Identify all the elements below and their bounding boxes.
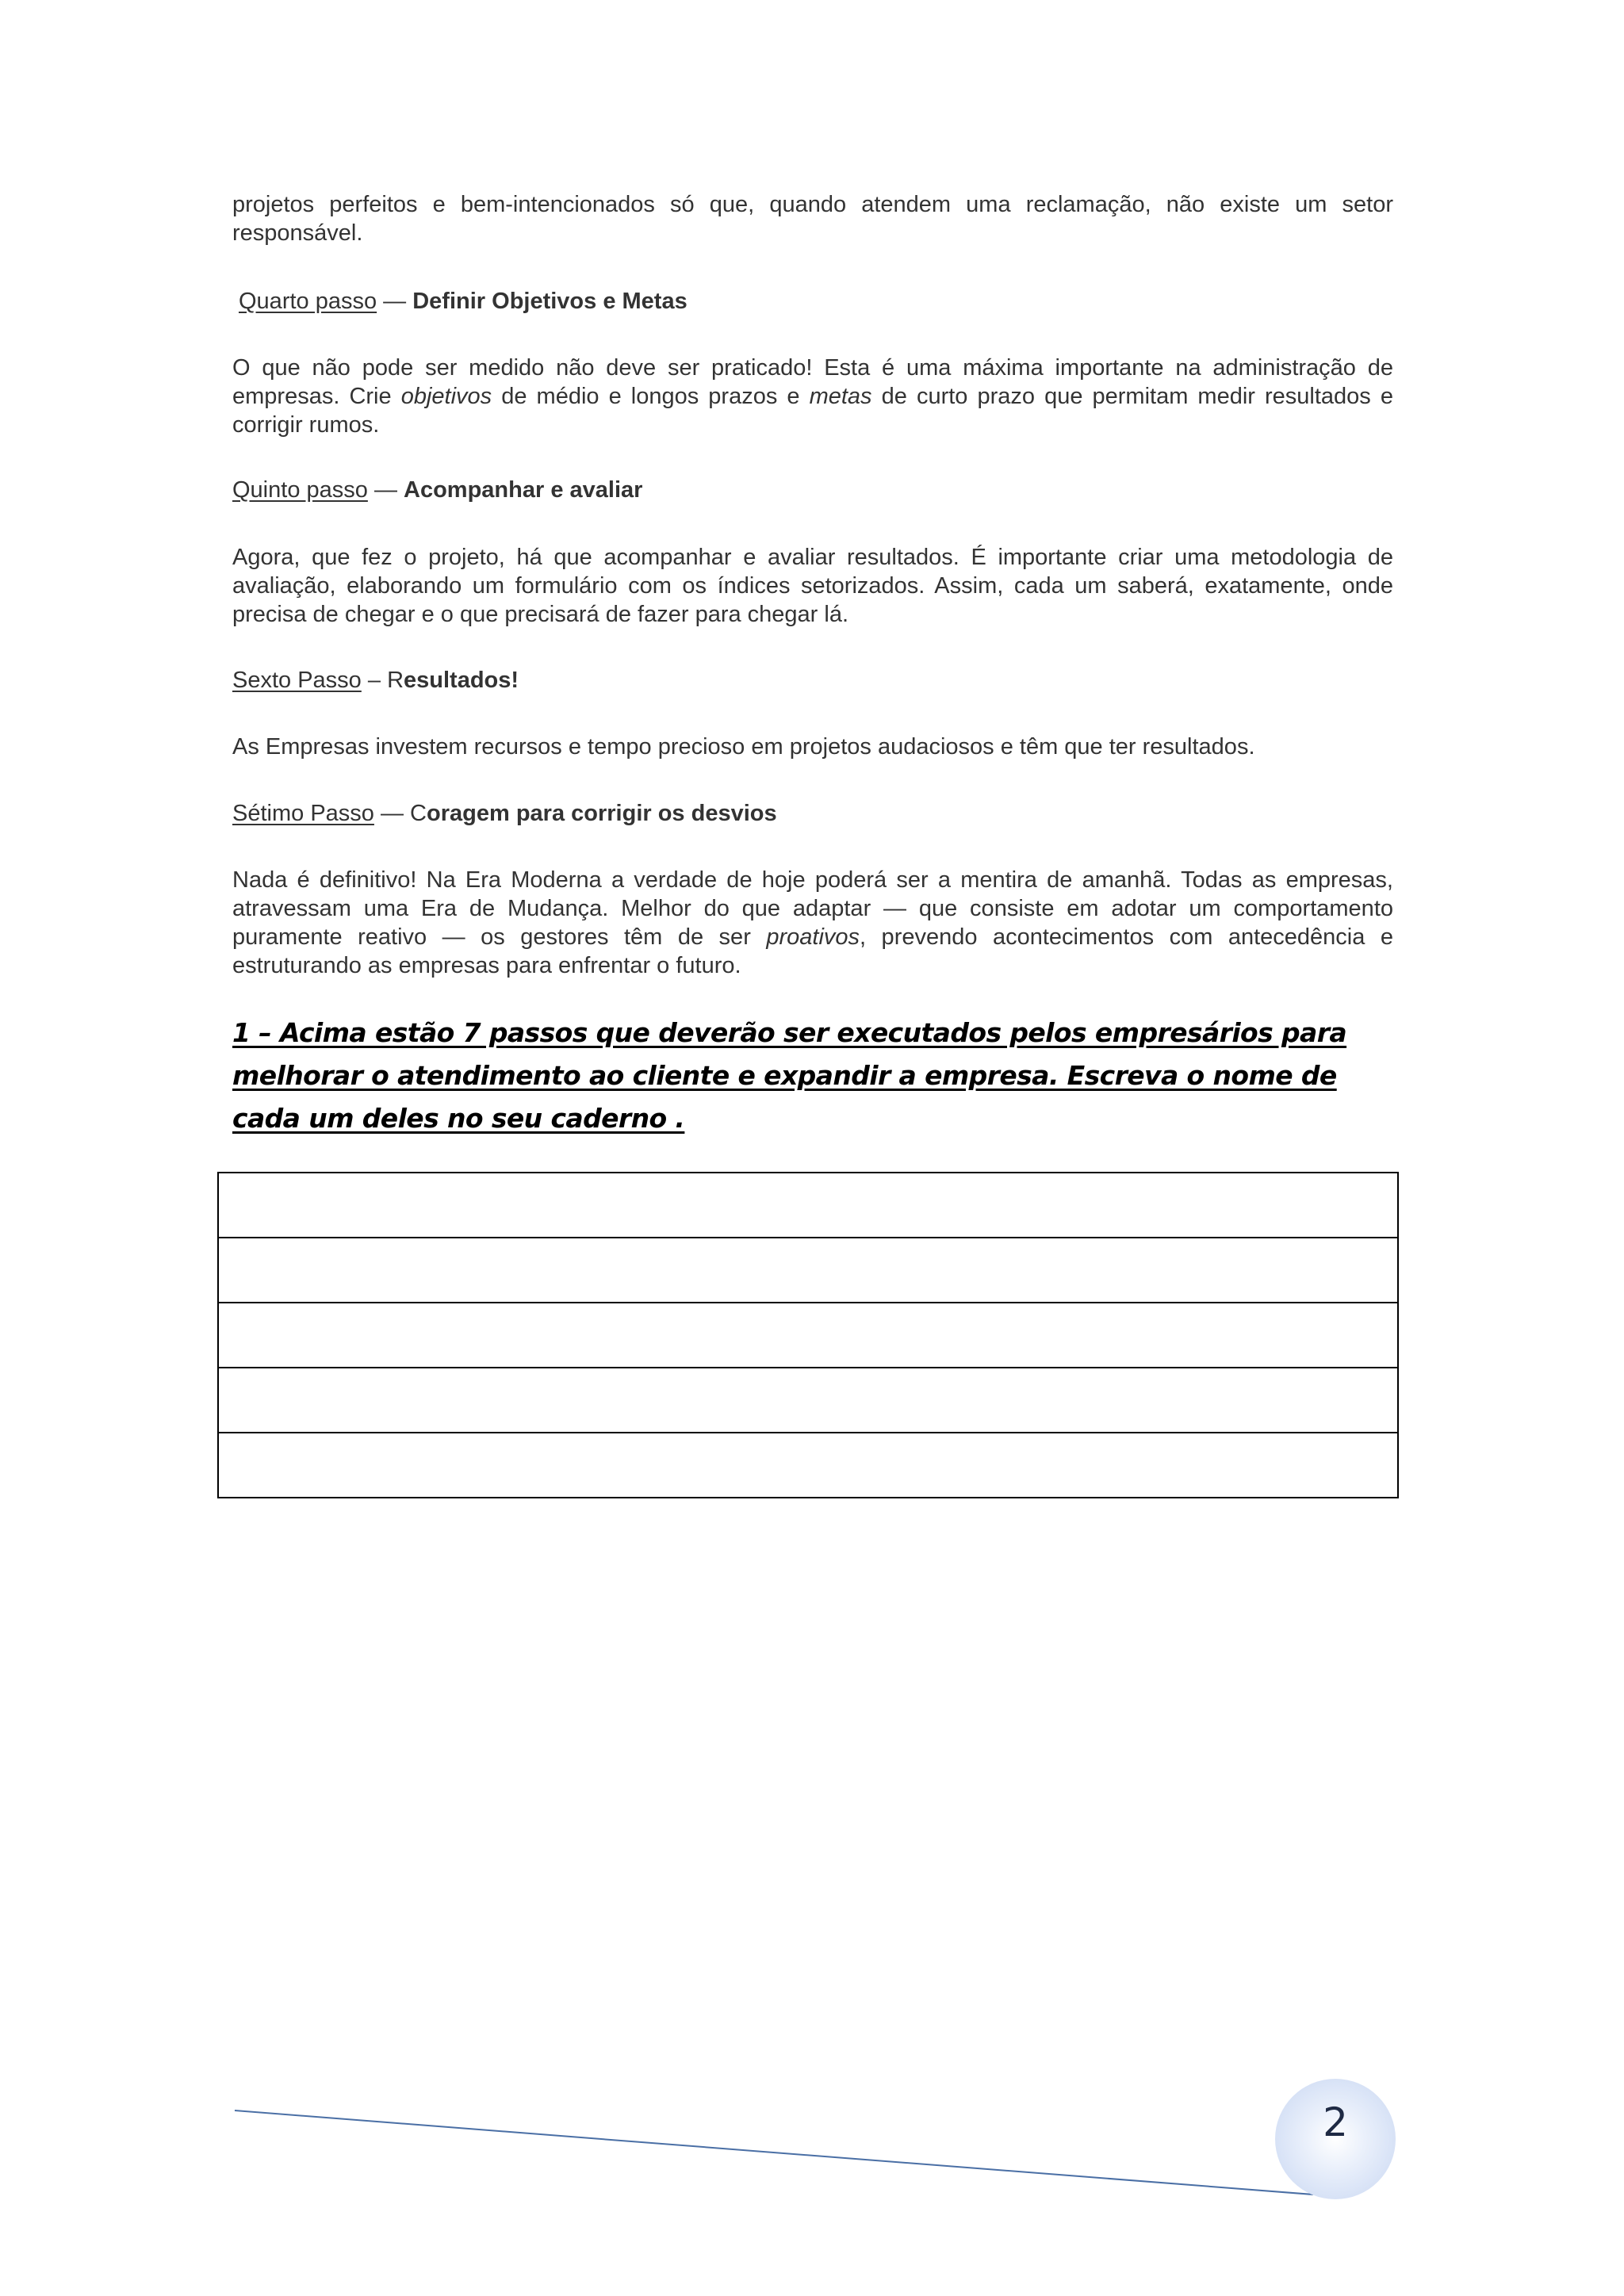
exercise-question: 1 – Acima estão 7 passos que deverão ser executados pelos empresários para melhorar o atendimento ao cliente e expandir a empresa. Escreva o nome de cada um deles no seu caderno . [232, 1017, 1347, 1134]
step-4-text-c: de curto prazo que permitam medir resultados e corrigir rumos. [232, 384, 1393, 438]
step-7-title-initial: C [410, 801, 427, 826]
step-6-separator: – [361, 668, 388, 693]
step-4-separator: — [377, 289, 413, 314]
intro-paragraph: projetos perfeitos e bem-intencionados só que, quando atendem uma reclamação, não existe um setor responsável. [232, 192, 1393, 246]
step-5-separator: — [367, 477, 404, 503]
step-5-label: Quinto passo [232, 477, 368, 503]
proativos-word: proativos [766, 924, 860, 950]
step-5-title: Acompanhar e avaliar [404, 477, 643, 503]
step-7-separator: — [373, 801, 411, 826]
metas-word: metas [809, 384, 872, 409]
step-6-label: Sexto Passo [232, 668, 362, 693]
step-4-label: Quarto passo [239, 289, 377, 314]
page-number: 2 [1323, 2099, 1348, 2145]
step-4-text-a: O que não pode ser medido não deve ser praticado! Esta é uma máxima importante na administração de empresas. Crie [232, 355, 1393, 409]
step-7-text-a: Nada é definitivo! Na Era Moderna a verdade de hoje poderá ser a mentira de amanhã. Todas as empresas, atravessam uma Era de Mudança. Melhor do que adaptar — que consiste em adotar um comportamento puramente reativo — os gestores têm de ser [232, 867, 1393, 950]
step-5-paragraph: Agora, que fez o projeto, há que acompanhar e avaliar resultados. É importante criar uma metodologia de avaliação, elaborando um formulário com os índices setorizados. Assim, cada um saberá, exatamente, onde precisa de chegar e o que precisará de fazer para chegar lá. [232, 545, 1393, 627]
step-6-title-initial: R [387, 668, 404, 693]
step-6-title: esultados! [404, 668, 519, 693]
step-4-title: Definir Objetivos e Metas [412, 289, 688, 314]
step-7-text-b: , prevendo acontecimentos com antecedência e estruturando as empresas para enfrentar o futuro. [232, 924, 1393, 978]
objetivos-word: objetivos [400, 384, 492, 409]
step-7-label: Sétimo Passo [232, 801, 374, 826]
step-4-text-b: de médio e longos prazos e [492, 384, 810, 409]
step-6-paragraph: As Empresas investem recursos e tempo precioso em projetos audaciosos e têm que ter resultados. [232, 734, 1255, 760]
step-7-title: oragem para corrigir os desvios [427, 801, 777, 826]
